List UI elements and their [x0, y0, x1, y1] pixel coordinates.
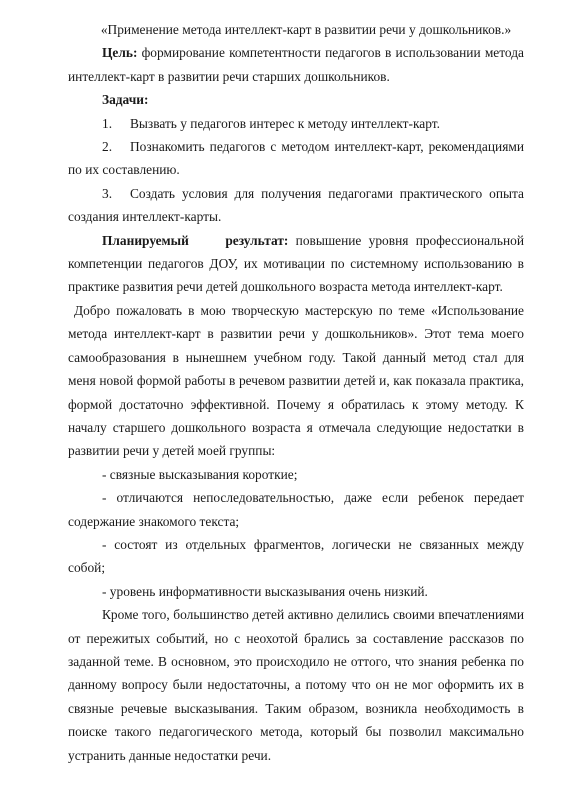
task-text: Создать условия для получения педагогами практического опыта создания интеллект-карты.	[68, 185, 524, 225]
task-number: 3.	[102, 185, 113, 201]
goal-text: формирование компетентности педагогов в использовании метода интеллект-карт в развитии речи старших дошкольников.	[68, 45, 524, 84]
task-item	[68, 112, 524, 135]
task-item	[68, 135, 524, 182]
tasks-label: Задачи:	[102, 92, 149, 108]
task-item	[68, 182, 524, 229]
result-text: повышение уровня профессиональной компетенции педагогов ДОУ, их мотивации по системному использованию в практике развития речи детей дошкольного возраста метода интеллект-карт.	[68, 232, 524, 295]
shortcoming-item: - связные высказывания короткие;	[102, 466, 298, 482]
shortcoming-item: - состоят из отдельных фрагментов, логически не связанных между собой;	[68, 536, 524, 576]
shortcoming-item: - отличаются непоследовательностью, даже если ребенок передает содержание знакомого текста;	[68, 490, 524, 529]
result-label-2: результат:	[225, 232, 289, 248]
result-paragraph	[68, 229, 524, 299]
goal-paragraph	[68, 41, 524, 88]
result-label-1: Планируемый	[102, 232, 189, 248]
task-text: Вызвать у педагогов интерес к методу интеллект-карт.	[130, 115, 440, 131]
intro-paragraph: Добро пожаловать в мою творческую мастерскую по теме «Использование метода интеллект-карт в развитии речи у дошкольников». Этот тема моего самообразования в нынешнем учебном году. Такой данный метод стал для меня новой формой работы в речевом развитии детей и, как показала практика, формой достаточно эффективной. Почему я обратилась к этому методу. К началу старшего дошкольного возраста я отмечала следующие недостатки в развитии речи у детей моей группы:	[68, 302, 524, 459]
document-page	[68, 18, 524, 767]
conclusion-paragraph: Кроме того, большинство детей активно делились своими впечатлениями от пережитых событий, но с неохотой брались за составление рассказов по заданной теме. В основном, это происходило не оттого, что знания ребенка по данному вопросу были недостаточны, а потому что он не мог оформить их в связные речевые высказывания. Таким образом, возникла необходимость в поиске такого педагогического метода, который бы позволил максимально устранить данные недостатки речи.	[68, 607, 524, 763]
document-title: «Применение метода интеллект-карт в развитии речи у дошкольников.»	[100, 22, 512, 37]
tasks-heading	[68, 88, 524, 111]
task-number: 2.	[102, 139, 113, 155]
task-text: Познакомить педагогов с методом интеллект-карт, рекомендациями по их составлению.	[68, 139, 524, 178]
shortcoming-item: - уровень информативности высказывания очень низкий.	[102, 583, 428, 599]
task-number: 1.	[102, 115, 113, 131]
goal-label: Цель:	[102, 45, 138, 61]
